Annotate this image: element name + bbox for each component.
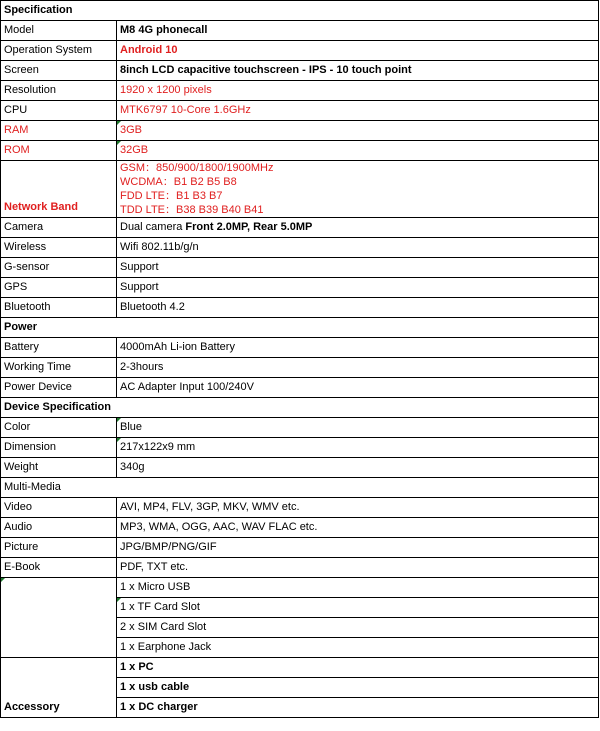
table-row: [1, 378, 599, 398]
table-row: [1, 518, 599, 538]
value-bluetooth: Bluetooth 4.2: [117, 298, 599, 318]
table-row: [1, 458, 599, 478]
table-row: [1, 558, 599, 578]
section-row: [1, 1, 599, 21]
label-battery: Battery: [1, 338, 117, 358]
table-row: [1, 81, 599, 101]
label-audio: Audio: [1, 518, 117, 538]
value-cpu: MTK6797 10-Core 1.6GHz: [117, 101, 599, 121]
value-working-time: 2-3hours: [117, 358, 599, 378]
value-weight: 340g: [117, 458, 599, 478]
label-video: Video: [1, 498, 117, 518]
extras-item: 1 x TF Card Slot: [117, 598, 599, 618]
value-ram: 3GB: [117, 121, 599, 141]
section-multi-media: Multi-Media: [1, 478, 599, 498]
value-resolution: 1920 x 1200 pixels: [117, 81, 599, 101]
label-ram: RAM: [1, 121, 117, 141]
value-dimension: 217x122x9 mm: [117, 438, 599, 458]
network-band-line: WCDMA：B1 B2 B5 B8: [120, 176, 237, 188]
table-row: [1, 658, 599, 678]
value-camera: [117, 218, 599, 238]
table-row: [1, 61, 599, 81]
table-row: [1, 258, 599, 278]
table-row: [1, 161, 599, 218]
label-accessory: Accessory: [1, 658, 117, 718]
label-picture: Picture: [1, 538, 117, 558]
label-ebook: E-Book: [1, 558, 117, 578]
section-power: Power: [1, 318, 599, 338]
table-row: [1, 141, 599, 161]
label-rom: ROM: [1, 141, 117, 161]
label-wireless: Wireless: [1, 238, 117, 258]
camera-prefix: Dual camera: [120, 221, 186, 233]
camera-detail: Front 2.0MP, Rear 5.0MP: [185, 221, 313, 233]
extras-label-cell: [1, 578, 117, 658]
label-resolution: Resolution: [1, 81, 117, 101]
value-network-band: [117, 161, 599, 218]
table-row: [1, 338, 599, 358]
accessory-item: 1 x usb cable: [117, 678, 599, 698]
value-video: AVI, MP4, FLV, 3GP, MKV, WMV etc.: [117, 498, 599, 518]
accessory-item: 1 x DC charger: [117, 698, 599, 718]
value-screen: 8inch LCD capacitive touchscreen - IPS - 10 touch point: [117, 61, 599, 81]
table-row: [1, 101, 599, 121]
section-row: [1, 478, 599, 498]
table-row: [1, 438, 599, 458]
label-dimension: Dimension: [1, 438, 117, 458]
section-row: [1, 318, 599, 338]
extras-item: 1 x Earphone Jack: [117, 638, 599, 658]
label-weight: Weight: [1, 458, 117, 478]
table-row: [1, 298, 599, 318]
table-row: [1, 498, 599, 518]
value-gps: Support: [117, 278, 599, 298]
value-color: Blue: [117, 418, 599, 438]
label-bluetooth: Bluetooth: [1, 298, 117, 318]
value-os: Android 10: [117, 41, 599, 61]
table-row: [1, 121, 599, 141]
table-row: [1, 538, 599, 558]
label-camera: Camera: [1, 218, 117, 238]
label-network-band: Network Band: [1, 161, 117, 218]
table-row: [1, 41, 599, 61]
label-power-device: Power Device: [1, 378, 117, 398]
accessory-item: 1 x PC: [117, 658, 599, 678]
section-row: [1, 398, 599, 418]
value-model: M8 4G phonecall: [117, 21, 599, 41]
label-color: Color: [1, 418, 117, 438]
table-row: [1, 358, 599, 378]
value-wireless: Wifi 802.11b/g/n: [117, 238, 599, 258]
table-row: [1, 578, 599, 598]
table-row: [1, 238, 599, 258]
value-power-device: AC Adapter Input 100/240V: [117, 378, 599, 398]
section-specification: Specification: [1, 1, 599, 21]
value-ebook: PDF, TXT etc.: [117, 558, 599, 578]
value-gsensor: Support: [117, 258, 599, 278]
label-screen: Screen: [1, 61, 117, 81]
table-row: [1, 218, 599, 238]
section-device-specification: Device Specification: [1, 398, 599, 418]
value-audio: MP3, WMA, OGG, AAC, WAV FLAC etc.: [117, 518, 599, 538]
network-band-line: FDD LTE：B1 B3 B7: [120, 190, 223, 202]
extras-item: 2 x SIM Card Slot: [117, 618, 599, 638]
label-working-time: Working Time: [1, 358, 117, 378]
value-battery: 4000mAh Li-ion Battery: [117, 338, 599, 358]
label-cpu: CPU: [1, 101, 117, 121]
table-row: [1, 278, 599, 298]
label-gps: GPS: [1, 278, 117, 298]
network-band-line: TDD LTE：B38 B39 B40 B41: [120, 204, 264, 216]
value-rom: 32GB: [117, 141, 599, 161]
table-row: [1, 21, 599, 41]
label-gsensor: G-sensor: [1, 258, 117, 278]
value-picture: JPG/BMP/PNG/GIF: [117, 538, 599, 558]
label-model: Model: [1, 21, 117, 41]
network-band-line: GSM：850/900/1800/1900MHz: [120, 162, 274, 174]
extras-item: 1 x Micro USB: [117, 578, 599, 598]
label-os: Operation System: [1, 41, 117, 61]
table-row: [1, 418, 599, 438]
